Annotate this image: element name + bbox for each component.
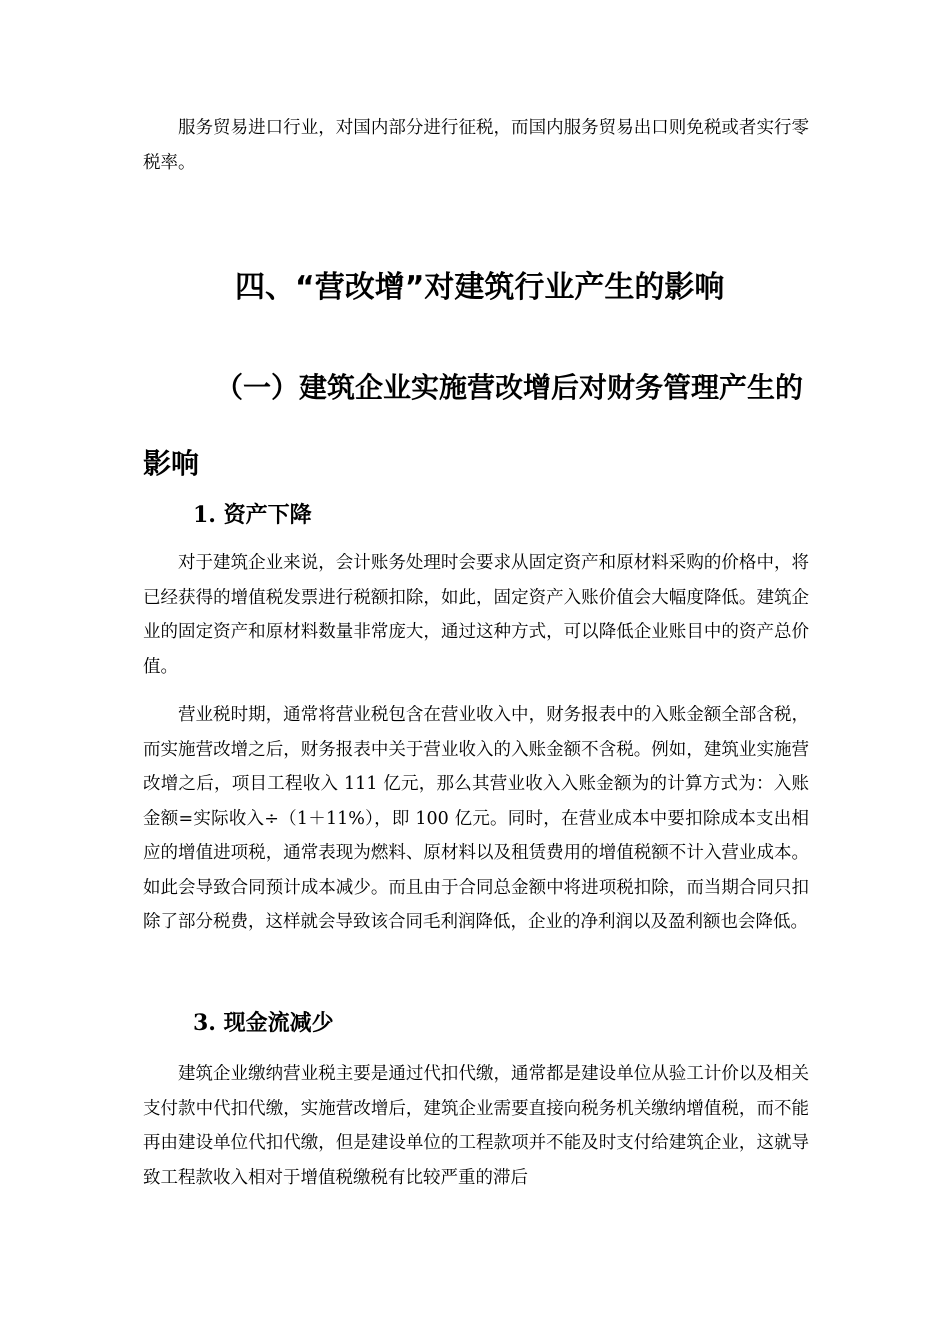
chapter-heading: 四、“营改增”对建筑行业产生的影响 — [235, 270, 725, 305]
section-heading: （一）建筑企业实施营改增后对财务管理产生的影响 — [143, 371, 804, 480]
subheading-asset-decline: 1. 资产下降 — [193, 502, 312, 528]
paragraph-revenue-profit: 营业税时期，通常将营业税包含在营业收入中，财务报表中的入账金额全部含税，而实施营改增之后，财务报表中关于营业收入的入账金额不含税。例如，建筑业实施营改增之后，项目工程收入 111 亿元，那么其营业收入入账金额为的计算方式为：入账金额=实际收入÷（1＋11%），即 100 亿元。同时，在营业成本中要扣除成本支出相应的增值进项税，通常表现为燃料、原材料以及租赁费用的增值税额不计入营业成本。如此会导致合同预计成本减少。而且由于合同总金额中将进项税扣除，而当期合同只扣除了部分税费，这样就会导致该合同毛利润降低，企业的净利润以及盈利额也会降低。 — [143, 705, 809, 932]
subheading-cashflow-decrease: 3. 现金流减少 — [193, 1010, 334, 1036]
paragraph-asset-decline: 对于建筑企业来说，会计账务处理时会要求从固定资产和原材料采购的价格中，将已经获得的增值税发票进行税额扣除，如此，固定资产入账价值会大幅度降低。建筑企业的固定资产和原材料数量非常庞大，通过这种方式，可以降低企业账目中的资产总价值。 — [143, 553, 809, 677]
paragraph-service-trade: 服务贸易进口行业，对国内部分进行征税，而国内服务贸易出口则免税或者实行零税率。 — [143, 118, 809, 173]
paragraph-cashflow: 建筑企业缴纳营业税主要是通过代扣代缴，通常都是建设单位从验工计价以及相关支付款中代扣代缴，实施营改增后，建筑企业需要直接向税务机关缴纳增值税，而不能再由建设单位代扣代缴，但是建设单位的工程款项并不能及时支付给建筑企业，这就导致工程款收入相对于增值税缴税有比较严重的滞后 — [143, 1064, 809, 1188]
